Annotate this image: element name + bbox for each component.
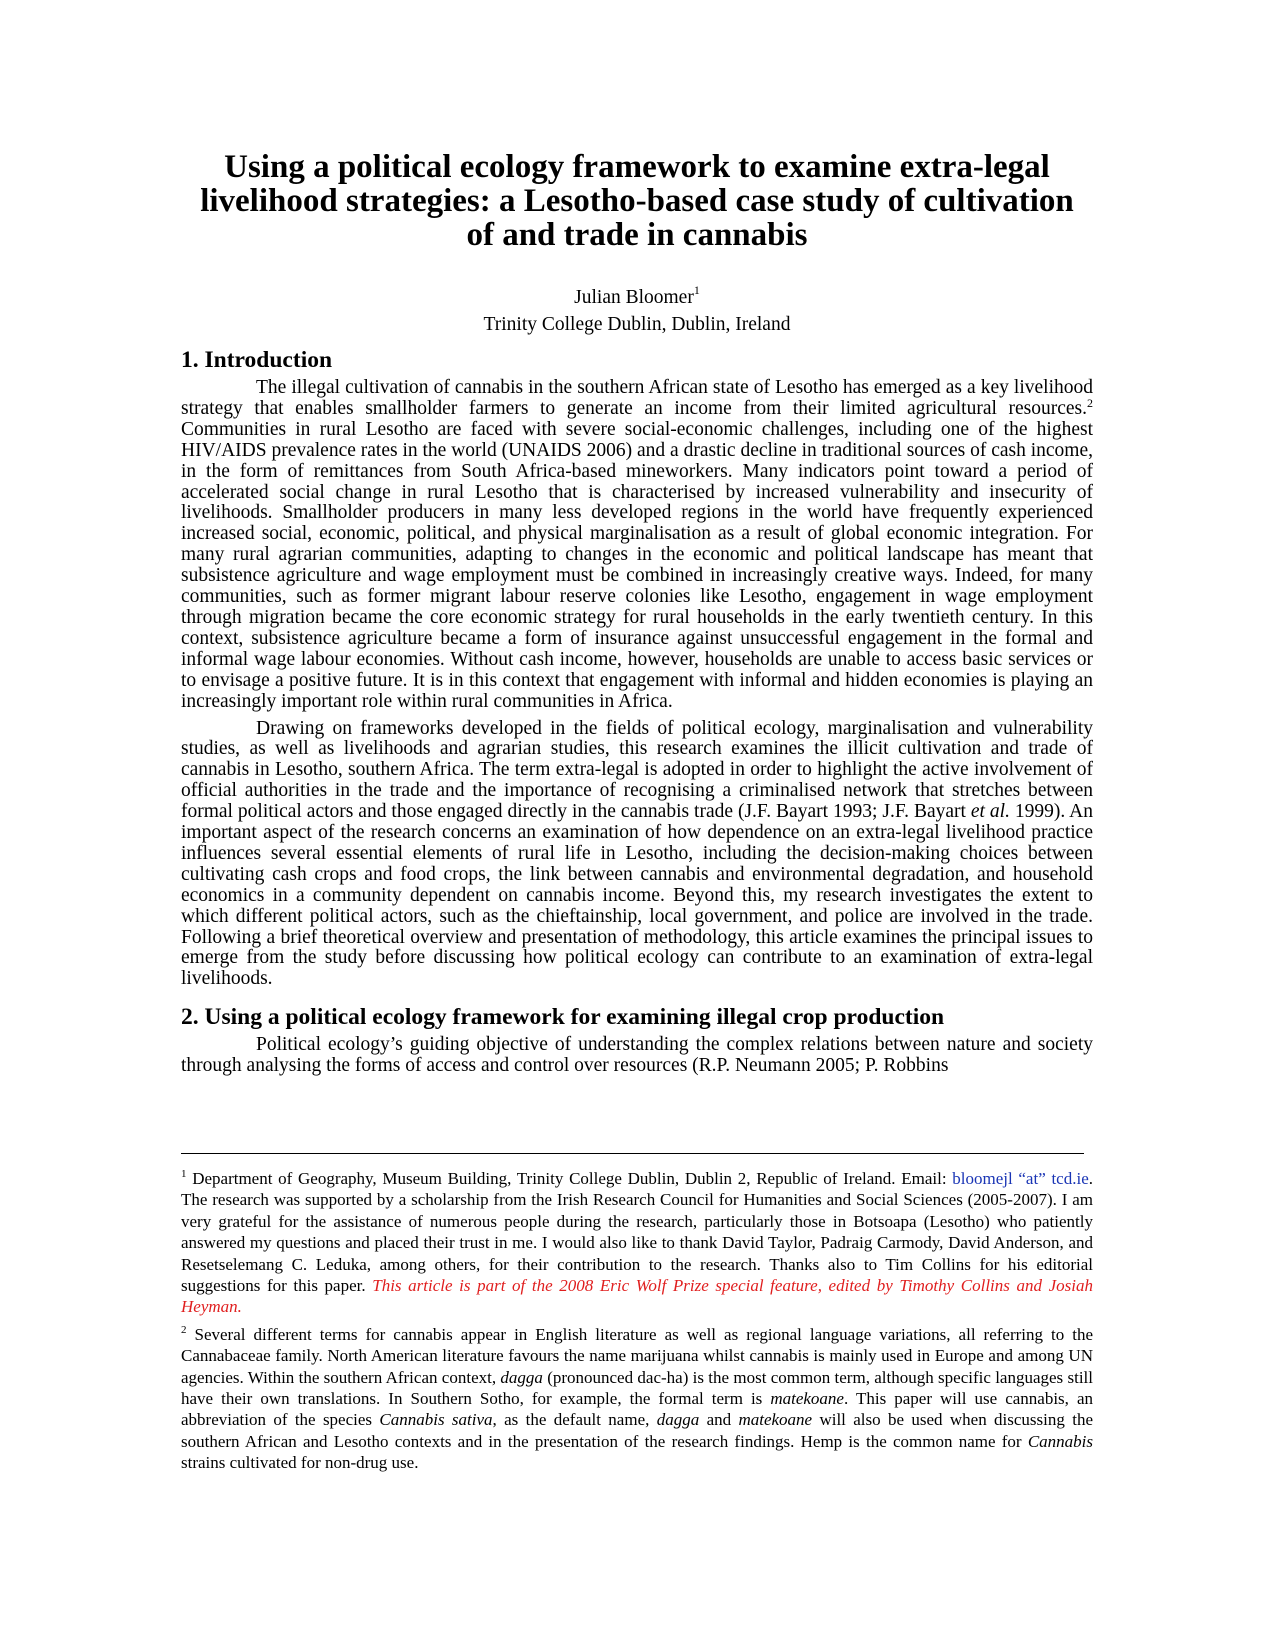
title-line-3: of and trade in cannabis: [466, 217, 808, 253]
footnote-text: , as the default name,: [492, 1410, 657, 1430]
italic-term: matekoane: [770, 1389, 844, 1409]
paper-title: [181, 150, 1093, 252]
footnote-text: will also be used when discussing the southern African and Lesotho contexts and in the presentation of the research findings. Hemp is the common name for: [181, 1410, 1094, 1451]
footnote-text: . The research was supported by a scholarship from the Irish Research Council for Humanities and Social Sciences (2005-2007). I am very grateful for the assistance of numerous people during the research, particularly those in Botsoapa (Lesotho) who patiently answered my questions and placed their trust in me. I would also like to thank David Taylor, Padraig Carmody, David Anderson, and Resetselemang C. Leduka, among others, for their contribution to the research. Thanks also to Tim Collins for his editorial suggestions for this paper.: [181, 1169, 1093, 1296]
email-link[interactable]: bloomejl “at” tcd.ie: [952, 1169, 1089, 1188]
footnote-divider: [181, 1153, 1084, 1154]
footnote-1: [181, 1168, 1093, 1318]
author-name: Julian Bloomer: [574, 287, 694, 308]
footnote-ref[interactable]: 2: [1087, 395, 1093, 410]
footnote-text: strains cultivated for non-drug use.: [181, 1453, 419, 1473]
paragraph-text: The illegal cultivation of cannabis in the southern African state of Lesotho has emerged as a key livelihood strategy that enables smallholder farmers to generate an income from their limited agricultural resources.: [181, 377, 1093, 419]
section-1-body: [181, 378, 1093, 990]
paragraph-text: Drawing on frameworks developed in the fields of political ecology, marginalisation and vulnerability studies, as well as livelihoods and agrarian studies, this research examines the illicit cultivation and trade of cannabis in Lesotho, southern Africa. The term extra-legal is adopted in order to highlight the active involvement of official authorities in the trade and the importance of recognising a criminalised network that stretches between formal political actors and those engaged directly in the cannabis trade (J.F. Bayart 1993; J.F. Bayart: [181, 717, 1093, 823]
paragraph-text: 1999). An important aspect of the research concerns an examination of how dependence on an extra-legal livelihood practice influences several essential elements of rural life in Lesotho, including the decision-making choices between cultivating cash crops and food crops, the link between cannabis and environmental degradation, and household economics in a community dependent on cannabis income. Beyond this, my research investigates the extent to which different political actors, such as the chieftainship, local government, and police are involved in the trade. Following a brief theoretical overview and presentation of methodology, this article examines the principal issues to emerge from the study before discussing how political ecology can contribute to an examination of extra-legal livelihoods.: [181, 801, 1093, 990]
title-line-1: Using a political ecology framework to examine extra-legal: [224, 149, 1050, 185]
paragraph: Political ecology’s guiding objective of understanding the complex relations between nature and society through analysing the forms of access and control over resources (R.P. Neumann 2005; P. Robbins: [181, 1034, 1093, 1076]
section-2-body: [181, 1035, 1093, 1077]
section-1-heading: 1. Introduction: [181, 347, 333, 373]
paragraph-text: Communities in rural Lesotho are faced with severe social-economic challenges, including one of the highest HIV/AIDS prevalence rates in the world (UNAIDS 2006) and a drastic decline in traditional sources of cash income, in the form of remittances from South Africa-based mineworkers. Many indicators point toward a period of accelerated social change in rural Lesotho that is characterised by increased vulnerability and insecurity of livelihoods. Smallholder producers in many less developed regions in the world have frequently experienced increased social, economic, political, and physical marginalisation as a result of global economic integration. For many rural agrarian communities, adapting to changes in the economic and political landscape has meant that subsistence agriculture and wage employment must be combined in increasingly creative ways. Indeed, for many communities, such as former migrant labour reserve colonies like Lesotho, engagement in wage employment through migration became the core economic strategy for rural households in the early twentieth century. In this context, subsistence agriculture became a form of insurance against unsuccessful engagement in the formal and informal wage labour economies. Without cash income, however, households are unable to access basic services or to envisage a positive future. It is in this context that engagement with informal and hidden economies is playing an increasingly important role within rural communities in Africa.: [181, 418, 1093, 712]
special-feature-note: This article is part of the 2008 Eric Wolf Prize special feature, edited by Timothy Collins and Josiah Heyman.: [181, 1276, 1093, 1317]
author-affiliation: Trinity College Dublin, Dublin, Ireland: [483, 314, 791, 335]
footnote-marker: 1: [181, 1168, 187, 1180]
footnotes: [181, 1168, 1093, 1474]
italic-text: et al.: [970, 801, 1010, 823]
paragraph: [181, 719, 1093, 991]
footnote-text: . This paper will use cannabis, an abbreviation of the species: [181, 1389, 1094, 1430]
italic-term: dagga: [500, 1367, 543, 1387]
italic-term: Cannabis: [1027, 1431, 1093, 1451]
italic-term: Cannabis sativa: [379, 1410, 493, 1430]
author-block: [181, 284, 1093, 338]
footnote-text: Department of Geography, Museum Building, Trinity College Dublin, Dublin 2, Republic of Ireland. Email:: [186, 1169, 953, 1188]
paragraph: [181, 378, 1093, 713]
footnote-text: (pronounced dac-ha) is the most common term, although specific languages still have their own translations. In Southern Sotho, for example, the formal term is: [181, 1367, 1093, 1409]
author-footnote-marker[interactable]: 1: [693, 283, 700, 297]
footnote-text: and: [699, 1410, 739, 1430]
title-line-2: livelihood strategies: a Lesotho-based case study of cultivation: [200, 183, 1074, 219]
italic-term: dagga: [656, 1410, 700, 1430]
footnote-2: [181, 1324, 1093, 1474]
footnote-text: Several different terms for cannabis appear in English literature as well as regional language variations, all referring to the Cannabaceae family. North American literature favours the name marijuana whilst cannabis is mainly used in Europe and among UN agencies. Within the southern African context,: [181, 1324, 1093, 1387]
author-line: [181, 284, 1093, 311]
italic-term: matekoane: [738, 1410, 813, 1430]
footnote-marker: 2: [181, 1323, 187, 1336]
section-2-heading: 2. Using a political ecology framework for examining illegal crop production: [181, 1004, 945, 1030]
